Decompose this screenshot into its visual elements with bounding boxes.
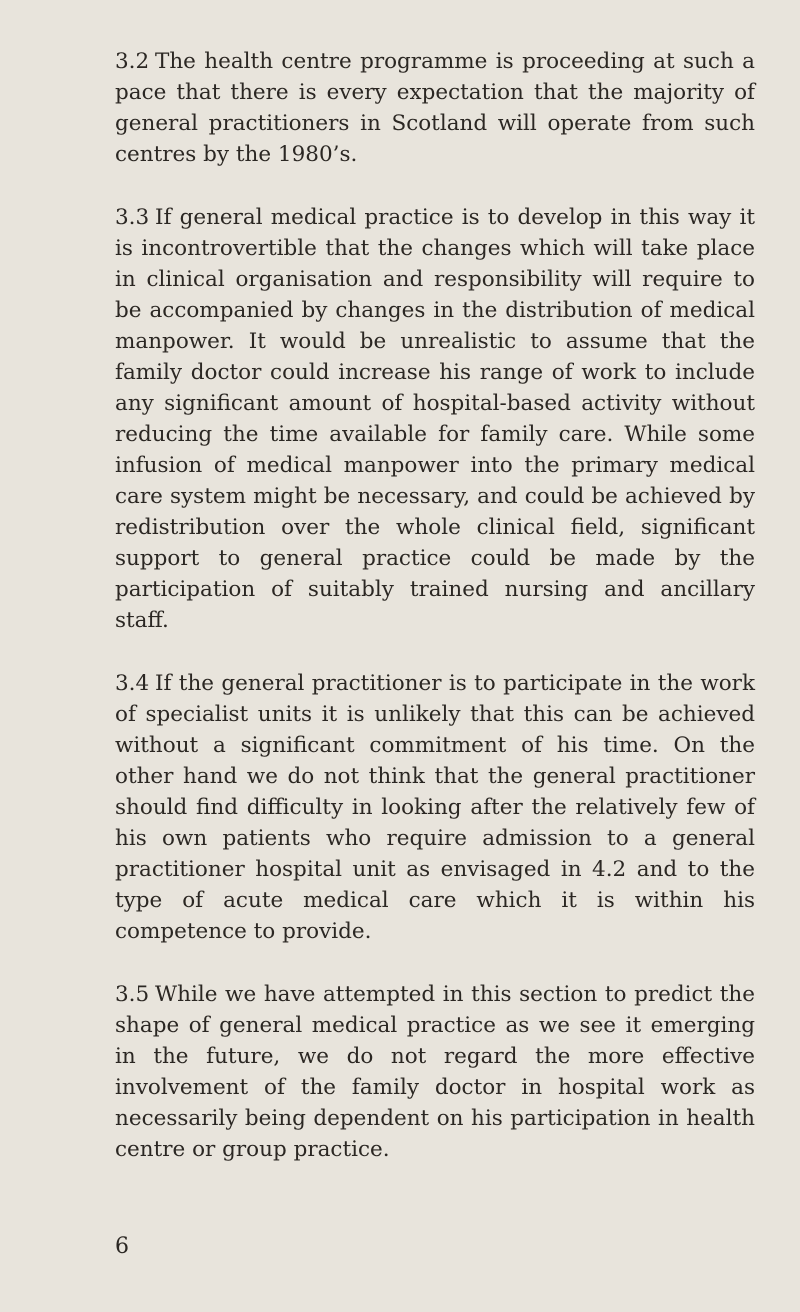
paragraph-text: While we have attempted in this section to predict the shape of general medical practice as we see it emerging in the future, we do not regard the more effective involvement of the family doctor in hospital work as necessarily being dependent on his participation in health centre or group practice. bbox=[115, 982, 755, 1162]
paragraph-number: 3.3 bbox=[115, 205, 150, 230]
paragraph-3-4 bbox=[115, 668, 755, 947]
body-text bbox=[115, 46, 755, 1197]
paragraph-3-3 bbox=[115, 202, 755, 636]
paragraph-text: If general medical practice is to develop in this way it is incontrovertible that the changes which will take place in clinical organisation and responsibility will require to be accompanied by changes in the distribution of medical manpower. It would be unrealistic to assume that the family doctor could increase his range of work to include any significant amount of hospital-based activity without reducing the time available for family care. While some infusion of medical manpower into the primary medical care system might be necessary, and could be achieved by redistribution over the whole clinical field, significant support to general practice could be made by the participation of suitably trained nursing and ancillary staff. bbox=[115, 205, 755, 633]
paragraph-text: If the general practitioner is to participate in the work of specialist units it is unlikely that this can be achieved without a significant commitment of his time. On the other hand we do not think that the general practitioner should find difficulty in looking after the relatively few of his own patients who require admission to a general practitioner hospital unit as envisaged in 4.2 and to the type of acute medical care which it is within his competence to provide. bbox=[115, 671, 755, 944]
paragraph-number: 3.5 bbox=[115, 982, 150, 1007]
paragraph-number: 3.2 bbox=[115, 49, 150, 74]
paragraph-3-5 bbox=[115, 979, 755, 1165]
page-number: 6 bbox=[115, 1234, 129, 1259]
paragraph-3-2 bbox=[115, 46, 755, 170]
paragraph-text: The health centre programme is proceeding at such a pace that there is every expectation that the majority of general practitioners in Scotland will operate from such centres by the 1980’s. bbox=[115, 49, 755, 167]
paragraph-number: 3.4 bbox=[115, 671, 150, 696]
